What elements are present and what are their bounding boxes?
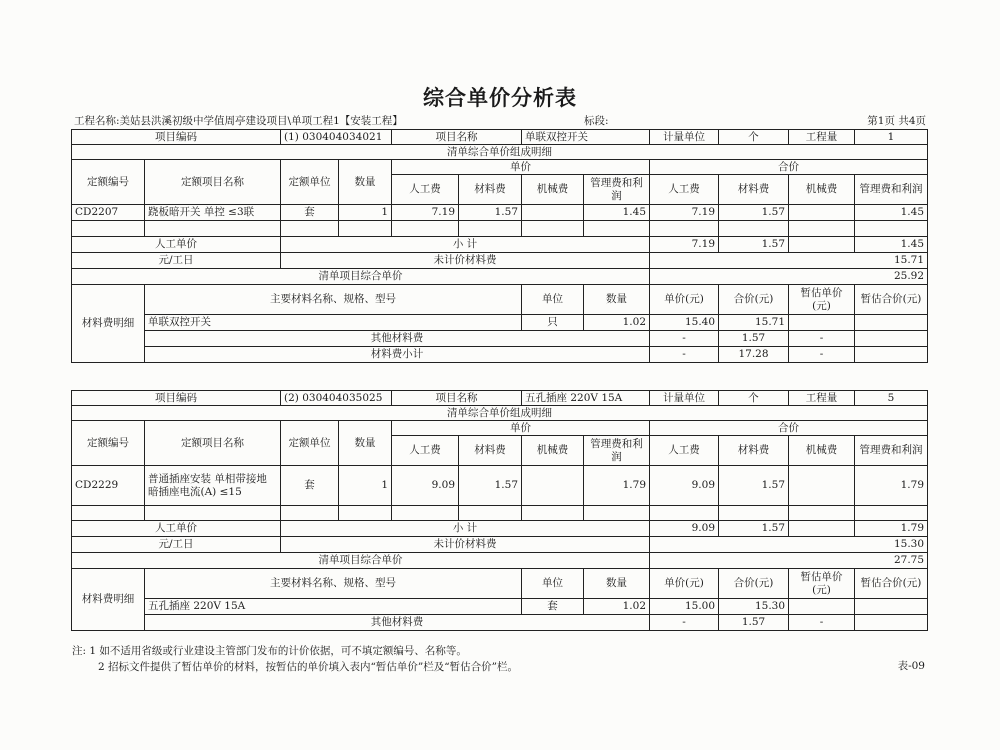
quota-mgmt: 1.45	[584, 205, 650, 221]
mat-total: 15.71	[719, 315, 789, 331]
quota-total-material: 1.57	[719, 205, 789, 221]
material-header: 材料费	[459, 175, 522, 205]
other-material-total: 1.57	[719, 615, 789, 631]
mat-name: 单联双控开关	[145, 315, 522, 331]
project-label: 工程名称:美姑县洪溪初级中学值周亭建设项目\单项工程1【安装工程】	[74, 115, 403, 127]
breakdown-heading: 清单综合单价组成明细	[72, 406, 928, 421]
subtotal-labor: 9.09	[650, 521, 719, 537]
unpriced-material-value: 15.30	[650, 537, 928, 553]
mat-unit-price: 15.40	[650, 315, 719, 331]
page-title: 综合单价分析表	[423, 85, 577, 110]
mat-unit: 只	[522, 315, 584, 331]
quota-code: CD2229	[72, 466, 145, 506]
item-code: (1) 030404034021	[281, 130, 392, 145]
day-unit: 元/工日	[72, 537, 281, 553]
quantity-label: 工程量	[789, 391, 855, 406]
quota-material: 1.57	[459, 205, 522, 221]
item-unit: 个	[719, 130, 789, 145]
item-name-label: 项目名称	[392, 130, 522, 145]
subtotal-mgmt: 1.45	[855, 237, 928, 253]
other-material-label: 其他材料费	[145, 331, 650, 347]
quota-total-mgmt: 1.79	[855, 466, 928, 506]
other-material-total: 1.57	[719, 331, 789, 347]
material-subtotal-total: 17.28	[719, 347, 789, 363]
quota-name-header: 定额项目名称	[145, 160, 281, 205]
unit-price-header: 单价	[392, 421, 650, 436]
labor-header: 人工费	[392, 436, 459, 466]
machine-total-header: 机械费	[789, 436, 855, 466]
material-total-header: 材料费	[719, 436, 789, 466]
quota-code-header: 定额编号	[72, 160, 145, 205]
quota-machine	[522, 466, 584, 506]
mgmt-header: 管理费和利润	[584, 175, 650, 205]
labor-unit-price-label: 人工单价	[72, 521, 281, 537]
composite-unit-price-label: 清单项目综合单价	[72, 553, 650, 569]
mat-qty: 1.02	[584, 599, 650, 615]
est-unit-price-header: 暂估单价(元)	[789, 569, 855, 599]
quota-code: CD2207	[72, 205, 145, 221]
item-quantity: 5	[855, 391, 928, 406]
labor-total-header: 人工费	[650, 436, 719, 466]
mat-unit: 套	[522, 599, 584, 615]
quota-total-material: 1.57	[719, 466, 789, 506]
quota-total-machine	[789, 466, 855, 506]
other-material-price: -	[650, 331, 719, 347]
quantity-label: 工程量	[789, 130, 855, 145]
mgmt-total-header: 管理费和利润	[855, 175, 928, 205]
subtotal-labor: 7.19	[650, 237, 719, 253]
quota-total-labor: 7.19	[650, 205, 719, 221]
note-1: 注: 1 如不适用省级或行业建设主管部门发布的计价依据，可不填定额编号、名称等。	[72, 645, 467, 657]
section-label: 标段:	[584, 115, 609, 127]
material-total-header: 材料费	[719, 175, 789, 205]
item-name: 单联双控开关	[522, 130, 650, 145]
mat-name: 五孔插座 220V 15A	[145, 599, 522, 615]
quota-total-labor: 9.09	[650, 466, 719, 506]
composite-unit-price-value: 27.75	[650, 553, 928, 569]
labor-unit-price-label: 人工单价	[72, 237, 281, 253]
unit-price-table-2	[71, 390, 928, 631]
unit-label: 计量单位	[650, 391, 719, 406]
est-unit-price-header: 暂估单价(元)	[789, 285, 855, 315]
mat-unit-price-header: 单价(元)	[650, 285, 719, 315]
material-subtotal-price: -	[650, 347, 719, 363]
labor-header: 人工费	[392, 175, 459, 205]
material-subtotal-est: -	[789, 347, 855, 363]
item-code-label: 项目编码	[72, 391, 281, 406]
machine-header: 机械费	[522, 175, 584, 205]
quota-mgmt: 1.79	[584, 466, 650, 506]
unpriced-material-label: 未计价材料费	[281, 537, 650, 553]
quota-name: 普通插座安装 单相带接地暗插座电流(A) ≤15	[145, 466, 281, 506]
quota-machine	[522, 205, 584, 221]
other-material-label: 其他材料费	[145, 615, 650, 631]
item-code: (2) 030404035025	[281, 391, 392, 406]
other-material-est: -	[789, 331, 855, 347]
quota-unit: 套	[281, 466, 339, 506]
quota-labor: 7.19	[392, 205, 459, 221]
item-name: 五孔插座 220V 15A	[522, 391, 650, 406]
mat-name-header: 主要材料名称、规格、型号	[145, 285, 522, 315]
quota-code-header: 定额编号	[72, 421, 145, 466]
mat-unit-header: 单位	[522, 569, 584, 599]
quota-total-mgmt: 1.45	[855, 205, 928, 221]
quota-unit-header: 定额单位	[281, 160, 339, 205]
quota-name-header: 定额项目名称	[145, 421, 281, 466]
mat-total-header: 合价(元)	[719, 285, 789, 315]
mat-qty-header: 数量	[584, 569, 650, 599]
quota-unit-header: 定额单位	[281, 421, 339, 466]
material-detail-label: 材料费明细	[72, 569, 145, 631]
material-header: 材料费	[459, 436, 522, 466]
item-unit: 个	[719, 391, 789, 406]
quota-qty: 1	[339, 205, 392, 221]
mat-total-header: 合价(元)	[719, 569, 789, 599]
mat-unit-price: 15.00	[650, 599, 719, 615]
total-price-header: 合价	[650, 160, 928, 175]
mat-unit-header: 单位	[522, 285, 584, 315]
machine-header: 机械费	[522, 436, 584, 466]
material-subtotal-label: 材料费小计	[145, 347, 650, 363]
subtotal-label: 小 计	[281, 521, 650, 537]
document-header	[74, 113, 926, 129]
item-name-label: 项目名称	[392, 391, 522, 406]
material-detail-label: 材料费明细	[72, 285, 145, 363]
quota-unit: 套	[281, 205, 339, 221]
mgmt-total-header: 管理费和利润	[855, 436, 928, 466]
item-quantity: 1	[855, 130, 928, 145]
day-unit: 元/工日	[72, 253, 281, 269]
mat-total: 15.30	[719, 599, 789, 615]
quota-material: 1.57	[459, 466, 522, 506]
mat-qty: 1.02	[584, 315, 650, 331]
other-material-est: -	[789, 615, 855, 631]
machine-total-header: 机械费	[789, 175, 855, 205]
subtotal-material: 1.57	[719, 237, 789, 253]
unit-price-table-1	[71, 129, 928, 363]
mgmt-header: 管理费和利润	[584, 436, 650, 466]
quota-total-machine	[789, 205, 855, 221]
qty-header: 数量	[339, 421, 392, 466]
labor-total-header: 人工费	[650, 175, 719, 205]
est-total-header: 暂估合价(元)	[855, 285, 928, 315]
breakdown-heading: 清单综合单价组成明细	[72, 145, 928, 160]
unit-label: 计量单位	[650, 130, 719, 145]
form-number: 表-09	[897, 660, 925, 672]
unpriced-material-value: 15.71	[650, 253, 928, 269]
composite-unit-price-label: 清单项目综合单价	[72, 269, 650, 285]
other-material-price: -	[650, 615, 719, 631]
quota-labor: 9.09	[392, 466, 459, 506]
page-number: 第1页 共4页	[867, 115, 926, 127]
mat-name-header: 主要材料名称、规格、型号	[145, 569, 522, 599]
item-code-label: 项目编码	[72, 130, 281, 145]
note-2: 2 招标文件提供了暂估单价的材料，按暂估的单价填入表内“暂估单价”栏及“暂估合价”栏。	[98, 661, 518, 673]
subtotal-mgmt: 1.79	[855, 521, 928, 537]
est-total-header: 暂估合价(元)	[855, 569, 928, 599]
subtotal-label: 小 计	[281, 237, 650, 253]
unit-price-header: 单价	[392, 160, 650, 175]
composite-unit-price-value: 25.92	[650, 269, 928, 285]
quota-name: 跷板暗开关 单控 ≤3联	[145, 205, 281, 221]
qty-header: 数量	[339, 160, 392, 205]
total-price-header: 合价	[650, 421, 928, 436]
mat-qty-header: 数量	[584, 285, 650, 315]
unpriced-material-label: 未计价材料费	[281, 253, 650, 269]
mat-unit-price-header: 单价(元)	[650, 569, 719, 599]
quota-qty: 1	[339, 466, 392, 506]
subtotal-material: 1.57	[719, 521, 789, 537]
